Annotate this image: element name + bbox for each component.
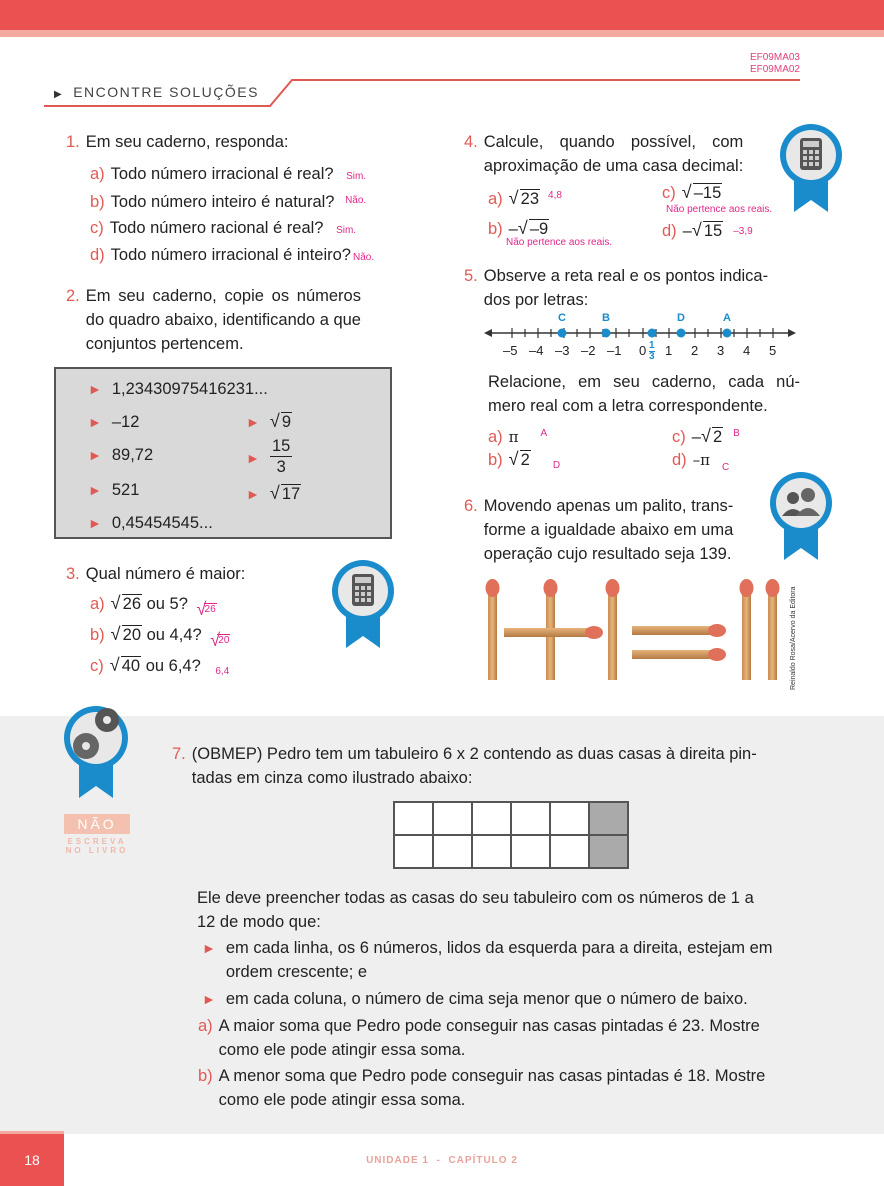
radicand: 15 [703, 222, 723, 240]
q5-instruction [488, 370, 800, 418]
arrow-icon: ► [88, 482, 102, 498]
item-text: Todo número racional é real? [109, 219, 324, 237]
q7-bullet-1 [202, 936, 822, 984]
image-credit: Reinaldo Rosa/Acervo da Editora [790, 586, 797, 690]
page-number: 18 [0, 1134, 64, 1186]
item-text: Todo número inteiro é natural? [110, 193, 335, 211]
radicand: 26 [122, 595, 142, 613]
gears-badge-icon [62, 704, 130, 800]
q7-item-a [198, 1014, 828, 1062]
box-number: 89,72 [111, 446, 154, 464]
item-text: ou 6,4? [145, 657, 201, 675]
tick-label: 0 [639, 343, 647, 358]
q7-rules-intro [197, 886, 827, 934]
box-item [246, 446, 270, 470]
q3-text: Qual número é maior: [85, 565, 246, 583]
board-cell [550, 835, 589, 868]
q1-item-a [90, 162, 366, 189]
board-cell [433, 802, 472, 835]
item-letter: c) [672, 428, 686, 446]
question-2 [66, 284, 402, 356]
box-number: –12 [111, 413, 140, 431]
answer-text: B [733, 428, 740, 439]
arrow-icon: ► [88, 414, 102, 430]
header-bar [0, 0, 884, 30]
board-cell [511, 835, 550, 868]
arrow-icon: ► [246, 450, 260, 466]
item-letter: d) [662, 222, 677, 240]
q6-line: forme a igualdade abaixo em uma [483, 521, 734, 539]
tick-label: 5 [769, 343, 777, 358]
q4-number: 4. [464, 133, 478, 151]
q1-text: Em seu caderno, responda: [85, 133, 289, 151]
item-letter: b) [90, 193, 105, 211]
q7-item-b [198, 1064, 828, 1112]
q6-line: operação cujo resultado seja 139. [483, 545, 732, 563]
q7-line: (OBMEP) Pedro tem um tabuleiro 6 x 2 contendo as duas casas à direita pin- [191, 745, 757, 763]
item-letter: a) [488, 428, 503, 446]
section-title-text: ENCONTRE SOLUÇÕES [73, 84, 259, 100]
q5-number: 5. [464, 267, 478, 285]
matchstick [766, 579, 780, 680]
q2-number: 2. [66, 287, 80, 305]
q4-c-answer: Não pertence aos reais. [666, 204, 773, 215]
item-letter: c) [90, 657, 104, 675]
board-6x2 [393, 801, 629, 869]
q7-line: Ele deve preencher todas as casas do seu tabuleiro com os números de 1 a [197, 889, 754, 907]
question-1 [66, 130, 288, 154]
tick-label: –2 [581, 343, 596, 358]
point-label-c: C [558, 312, 566, 324]
item-letter: b) [488, 451, 503, 469]
question-3 [66, 562, 245, 586]
separator: - [436, 1155, 441, 1166]
nao-escreva-stamp [64, 814, 130, 855]
q6-line: Movendo apenas um palito, trans- [483, 497, 734, 515]
q3-item-b [90, 623, 230, 653]
arrow-icon: ► [246, 414, 260, 430]
code-1: EF09MA03 [749, 52, 800, 63]
bullet-line: em cada coluna, o número de cima seja menor que o número de baixo. [225, 990, 748, 1008]
no-livro-text: NO LIVRO [65, 846, 129, 855]
q7-number: 7. [172, 745, 186, 763]
q5-line: Observe a reta real e os pontos indica- [483, 267, 769, 285]
box-item [88, 478, 139, 502]
answer-text: 6,4 [215, 666, 230, 677]
third-denominator: 3 [649, 351, 655, 362]
item-letter: b) [198, 1067, 213, 1085]
minus-sign: – [682, 222, 692, 240]
triangle-icon: ▶ [54, 89, 64, 100]
q7-bullet-2 [202, 987, 822, 1011]
q2-line: conjuntos pertencem. [85, 335, 244, 353]
question-7 [172, 742, 822, 790]
answer-text: Não. [345, 195, 367, 206]
q4-line: aproximação de uma casa decimal: [483, 157, 744, 175]
board-cell [472, 802, 511, 835]
bullet-line: em cada linha, os 6 números, lidos da esquerda para a direita, estejam em [225, 939, 773, 957]
q2-line: do quadro abaixo, identificando a que [85, 311, 361, 329]
item-letter: d) [672, 451, 687, 469]
q5-line: mero real com a letra correspondente. [488, 397, 768, 415]
answer-text: Não. [352, 252, 375, 263]
q5-item-d [672, 448, 729, 480]
point-label-d: D [677, 312, 685, 324]
item-letter: b) [488, 220, 503, 238]
arrow-icon: ► [88, 381, 102, 397]
item-text: Todo número irracional é real? [110, 165, 334, 183]
unit-label: UNIDADE 1 [366, 1155, 429, 1166]
bullet-line: ordem crescente; e [225, 963, 368, 981]
answer-text: –3,9 [733, 226, 753, 237]
tick-label: 2 [691, 343, 699, 358]
item-letter: a) [198, 1017, 213, 1035]
item-line: A menor soma que Pedro pode conseguir nas casas pintadas é 18. Mostre [218, 1067, 766, 1085]
radicand: 23 [520, 190, 540, 208]
arrow-icon: ► [88, 515, 102, 531]
q5-item-c [672, 422, 740, 449]
section-underline [44, 76, 804, 110]
answer-text [210, 629, 230, 653]
q4-line: Calcule, quando possível, com [483, 133, 744, 151]
tick-label: 4 [743, 343, 751, 358]
q4-item-d [662, 219, 753, 244]
radicand: –15 [693, 184, 722, 202]
matchstick [632, 648, 726, 661]
item-letter: a) [90, 165, 105, 183]
box-item [88, 511, 213, 535]
item-line: como ele pode atingir essa soma. [218, 1041, 466, 1059]
item-letter: a) [90, 595, 105, 613]
fraction-numerator: 15 [272, 437, 291, 455]
one-third-label [649, 341, 655, 362]
q5-item-a [488, 422, 547, 449]
item-letter: d) [90, 246, 105, 264]
radicand: 2 [712, 428, 723, 446]
matchstick [740, 579, 754, 680]
tick-label: –5 [503, 343, 518, 358]
item-text: Todo número irracional é inteiro? [110, 246, 351, 264]
minus-sign: – [508, 220, 518, 238]
q1-item-c [90, 216, 356, 243]
bncc-codes [750, 52, 800, 76]
minus-sign: – [691, 428, 701, 446]
box-item [88, 443, 153, 467]
answer-text: A [540, 428, 548, 439]
board-cell [511, 802, 550, 835]
pi-value: π [508, 428, 519, 446]
radicand: 17 [281, 485, 301, 503]
answer-text [197, 598, 217, 622]
board-cell [550, 802, 589, 835]
q4-b-answer: Não pertence aos reais. [506, 237, 613, 248]
question-6 [464, 494, 760, 566]
radicand: –9 [529, 220, 549, 238]
point-label-a: A [723, 312, 731, 324]
footer-unit-chapter [0, 1155, 884, 1166]
box-item [246, 410, 292, 434]
item-letter: c) [90, 219, 104, 237]
matchstick [606, 579, 620, 680]
answer-radicand: 20 [218, 635, 230, 646]
radicand: 9 [281, 413, 292, 431]
matchstick-puzzle [480, 578, 790, 682]
q1-number: 1. [66, 133, 80, 151]
group-work-badge-icon [768, 470, 834, 562]
item-line: A maior soma que Pedro pode conseguir nas casas pintadas é 23. Mostre [218, 1017, 760, 1035]
calculator-badge-icon [778, 122, 844, 214]
calculator-badge-icon [330, 558, 396, 650]
item-letter: b) [90, 626, 105, 644]
question-5 [464, 264, 800, 312]
q4-item-a [488, 184, 562, 211]
third-numerator: 1 [649, 340, 655, 351]
answer-text: D [552, 460, 561, 471]
q5-line: Relacione, em seu caderno, cada nú- [488, 373, 800, 391]
item-letter: c) [662, 184, 676, 202]
item-text: ou 4,4? [146, 626, 202, 644]
q7-line: 12 de modo que: [197, 913, 321, 931]
q1-item-b [90, 189, 366, 214]
answer-text: C [722, 462, 730, 473]
box-number: 0,45454545... [111, 514, 213, 532]
fraction [270, 436, 292, 477]
tick-label: –4 [529, 343, 544, 358]
arrow-icon: ► [246, 486, 260, 502]
q5-item-b [488, 448, 560, 478]
fraction-denominator: 3 [276, 458, 286, 476]
board-cell [394, 802, 433, 835]
q4-item-c [662, 181, 722, 205]
board-cell [433, 835, 472, 868]
number-line [484, 310, 800, 370]
item-letter: a) [488, 190, 503, 208]
minus-pi-value: –π [692, 451, 711, 469]
answer-radicand: 26 [204, 604, 216, 615]
arrow-icon: ► [202, 991, 216, 1007]
q2-line: Em seu caderno, copie os números [85, 287, 361, 305]
q6-number: 6. [464, 497, 478, 515]
q3-number: 3. [66, 565, 80, 583]
matchstick [632, 624, 726, 637]
arrow-icon: ► [202, 940, 216, 956]
tick-label: 1 [665, 343, 673, 358]
q1-item-d [90, 243, 374, 270]
q3-item-c [90, 654, 229, 684]
item-text: ou 5? [146, 595, 188, 613]
header-bar-accent [0, 30, 884, 37]
nao-text: NÃO [64, 814, 130, 834]
q7-line: tadas em cinza como ilustrado abaixo: [191, 769, 473, 787]
board-cell [394, 835, 433, 868]
board-cell-shaded [589, 802, 628, 835]
q5-line: dos por letras: [483, 291, 589, 309]
matchstick [486, 579, 500, 680]
tick-label: –3 [555, 343, 570, 358]
box-item [88, 377, 268, 401]
item-line: como ele pode atingir essa soma. [218, 1091, 466, 1109]
box-item [88, 410, 139, 434]
escreva-text: ESCREVA [67, 837, 127, 846]
radicand: 40 [121, 657, 141, 675]
board-cell-shaded [589, 835, 628, 868]
question-4 [464, 130, 760, 178]
radicand: 2 [520, 451, 530, 469]
answer-text: Sim. [336, 225, 357, 236]
point-label-b: B [602, 312, 610, 324]
radicand: 20 [122, 626, 142, 644]
box-item [246, 482, 301, 506]
answer-text: 4,8 [548, 190, 562, 201]
tick-label: –1 [607, 343, 622, 358]
q3-item-a [90, 592, 217, 622]
answer-text: Sim. [346, 171, 367, 182]
board-cell [472, 835, 511, 868]
box-number: 521 [111, 481, 140, 499]
arrow-icon: ► [88, 447, 102, 463]
box-number: 1,23430975416231... [111, 380, 268, 398]
number-line-axis [484, 310, 800, 370]
chapter-label: CAPÍTULO 2 [448, 1155, 518, 1166]
code-2: EF09MA02 [749, 64, 800, 75]
tick-label: 3 [717, 343, 725, 358]
